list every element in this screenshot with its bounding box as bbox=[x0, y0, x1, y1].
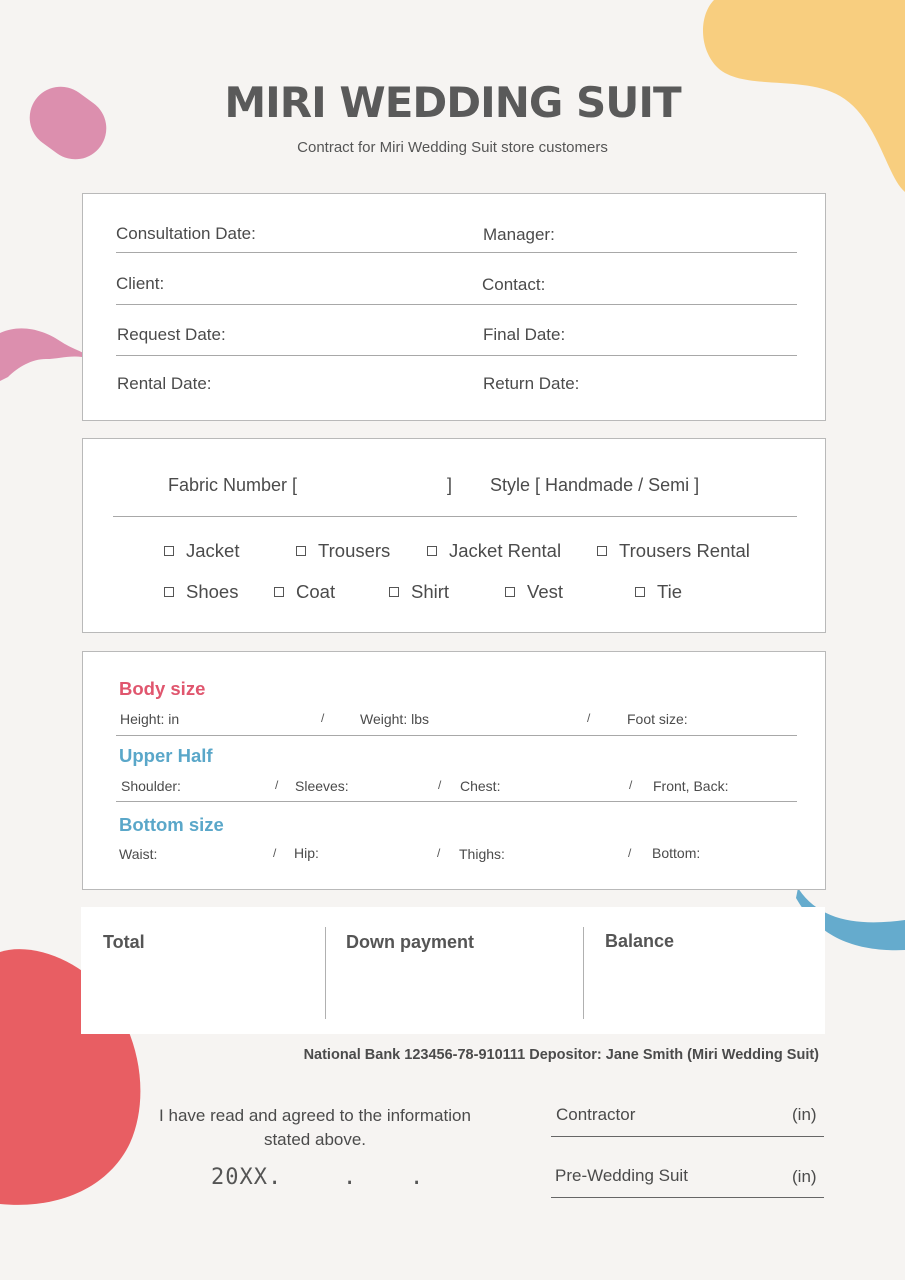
agreement-text bbox=[130, 1104, 500, 1152]
chest-label: Chest: bbox=[460, 778, 501, 794]
fabric-number-close: ] bbox=[447, 475, 453, 495]
down-payment-label: Down payment bbox=[346, 932, 475, 952]
checkbox-icon[interactable] bbox=[296, 546, 306, 556]
contractor-signature-line[interactable] bbox=[551, 1136, 824, 1137]
pre-wedding-in-mark: (in) bbox=[792, 1167, 817, 1186]
consultation-date-label: Consultation Date: bbox=[116, 224, 256, 243]
sleeves-label: Sleeves: bbox=[295, 778, 349, 794]
checkbox-icon[interactable] bbox=[389, 587, 399, 597]
payment-box bbox=[81, 907, 825, 1034]
shoulder-label: Shoulder: bbox=[121, 778, 181, 794]
style-label: Style [ Handmade / Semi ] bbox=[490, 475, 700, 495]
order-box bbox=[82, 438, 826, 633]
rental-date-label: Rental Date: bbox=[117, 374, 212, 393]
front-back-label: Front, Back: bbox=[653, 778, 729, 794]
bank-info: National Bank 123456-78-910111 Depositor: Jane Smith (Miri Wedding Suit) bbox=[303, 1047, 819, 1063]
upper-half-title: Upper Half bbox=[119, 745, 213, 766]
client-label: Client: bbox=[116, 274, 165, 293]
manager-label: Manager: bbox=[483, 225, 555, 244]
option-label: Coat bbox=[296, 581, 336, 602]
checkbox-icon[interactable] bbox=[635, 587, 645, 597]
option-jacket[interactable] bbox=[164, 540, 239, 562]
separator: / bbox=[628, 846, 632, 860]
option-shoes[interactable] bbox=[164, 581, 238, 603]
date-dot-2: . bbox=[410, 1165, 424, 1190]
pink-blob-left bbox=[0, 325, 90, 385]
separator: / bbox=[437, 846, 441, 860]
separator: / bbox=[587, 711, 591, 725]
contractor-in-mark: (in) bbox=[792, 1105, 817, 1124]
fabric-number-label: Fabric Number [ bbox=[168, 475, 298, 495]
checkbox-icon[interactable] bbox=[427, 546, 437, 556]
customer-info-box bbox=[82, 193, 826, 421]
option-label: Trousers Rental bbox=[619, 540, 750, 561]
option-label: Jacket Rental bbox=[449, 540, 562, 561]
request-date-label: Request Date: bbox=[117, 325, 226, 344]
contractor-label: Contractor bbox=[556, 1105, 636, 1124]
separator: / bbox=[275, 778, 279, 792]
option-label: Jacket bbox=[186, 540, 240, 561]
option-label: Tie bbox=[657, 581, 683, 602]
body-size-title: Body size bbox=[119, 678, 206, 699]
option-tie[interactable] bbox=[635, 581, 682, 603]
checkbox-icon[interactable] bbox=[597, 546, 607, 556]
bottom-size-title: Bottom size bbox=[119, 814, 224, 835]
separator: / bbox=[438, 778, 442, 792]
option-trousers[interactable] bbox=[296, 540, 390, 562]
agreement-line-1: I have read and agreed to the information bbox=[159, 1106, 471, 1125]
order-divider bbox=[113, 516, 797, 517]
pre-wedding-label: Pre-Wedding Suit bbox=[555, 1166, 688, 1185]
body-divider bbox=[116, 735, 797, 736]
weight-label: Weight: lbs bbox=[360, 711, 429, 727]
option-label: Shirt bbox=[411, 581, 450, 602]
info-divider-2 bbox=[116, 304, 797, 305]
option-coat[interactable] bbox=[274, 581, 335, 603]
separator: / bbox=[629, 778, 633, 792]
measurements-box bbox=[82, 651, 826, 890]
page-subtitle: Contract for Miri Wedding Suit store customers bbox=[297, 139, 608, 156]
upper-divider bbox=[116, 801, 797, 802]
option-shirt[interactable] bbox=[389, 581, 449, 603]
foot-size-label: Foot size: bbox=[627, 711, 688, 727]
info-divider-3 bbox=[116, 355, 797, 356]
separator: / bbox=[273, 846, 277, 860]
info-divider-1 bbox=[116, 252, 797, 253]
agreement-line-2: stated above. bbox=[263, 1130, 367, 1149]
hip-label: Hip: bbox=[294, 845, 319, 861]
option-label: Shoes bbox=[186, 581, 239, 602]
height-label: Height: in bbox=[120, 711, 180, 727]
pre-wedding-signature-line[interactable] bbox=[551, 1197, 824, 1198]
return-date-label: Return Date: bbox=[483, 374, 580, 393]
option-label: Trousers bbox=[318, 540, 391, 561]
option-trousers-rental[interactable] bbox=[597, 540, 750, 562]
checkbox-icon[interactable] bbox=[505, 587, 515, 597]
page-title: MIRI WEDDING SUIT bbox=[224, 78, 681, 127]
total-label: Total bbox=[103, 932, 145, 952]
payment-divider-2 bbox=[583, 927, 584, 1019]
bottom-label: Bottom: bbox=[652, 845, 701, 861]
option-label: Vest bbox=[527, 581, 563, 602]
separator: / bbox=[321, 711, 325, 725]
payment-divider-1 bbox=[325, 927, 326, 1019]
agreement-date: 20XX. bbox=[211, 1165, 283, 1190]
waist-label: Waist: bbox=[119, 846, 158, 862]
thighs-label: Thighs: bbox=[459, 846, 505, 862]
balance-label: Balance bbox=[605, 931, 675, 951]
date-dot-1: . bbox=[343, 1165, 357, 1190]
option-vest[interactable] bbox=[505, 581, 563, 603]
checkbox-icon[interactable] bbox=[164, 587, 174, 597]
final-date-label: Final Date: bbox=[483, 325, 566, 344]
contact-label: Contact: bbox=[482, 275, 546, 294]
checkbox-icon[interactable] bbox=[274, 587, 284, 597]
checkbox-icon[interactable] bbox=[164, 546, 174, 556]
option-jacket-rental[interactable] bbox=[427, 540, 561, 562]
